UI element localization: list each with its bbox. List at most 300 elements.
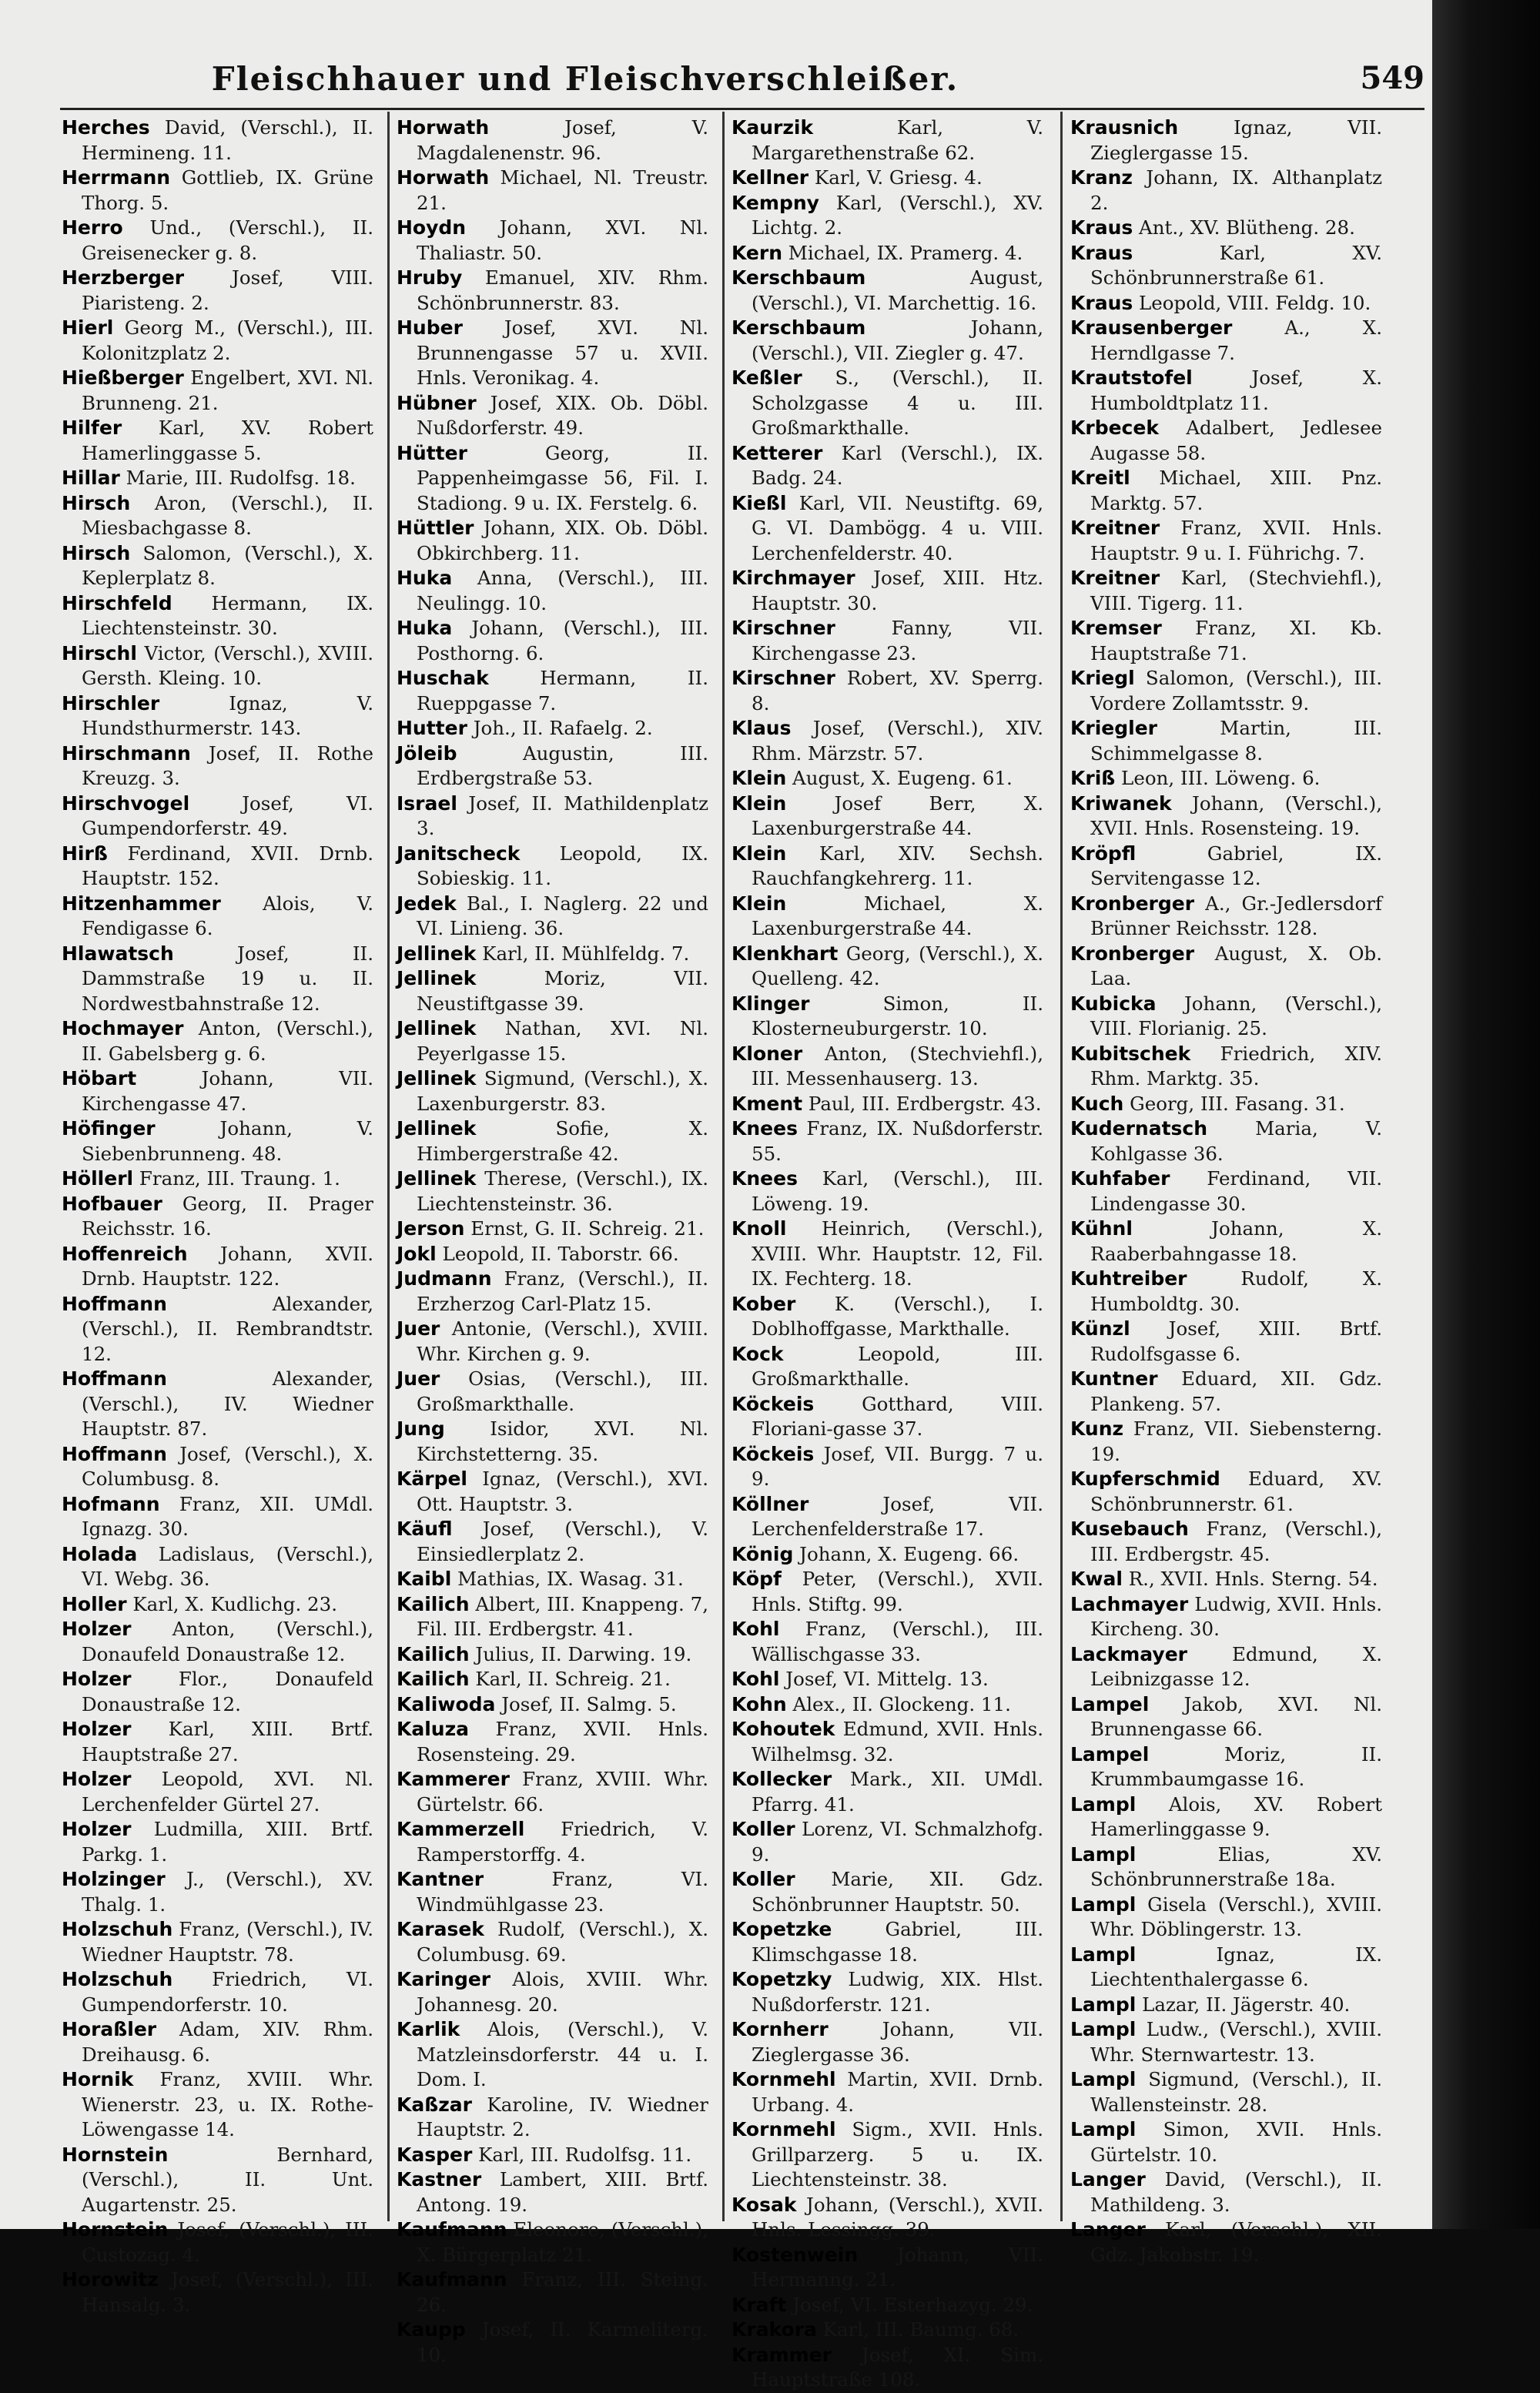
directory-entry [1070,1692,1382,1742]
entry-name: Koller [732,1868,795,1890]
entry-details: Michael, IX. Pramerg. 4. [782,241,1023,264]
entry-details: Isidor, XVI. Nl. Kirchstetterng. 35. [417,1417,708,1465]
entry-name: Kupferschmid [1070,1468,1220,1490]
directory-entry [1070,1642,1382,1692]
entry-name: Juer [397,1317,440,1340]
entry-details: Johann, X. Eugeng. 66. [793,1542,1019,1565]
entry-name: Kohl [732,1668,780,1690]
directory-entry [732,1492,1043,1542]
directory-entry [1070,616,1382,666]
directory-entry [732,1217,1043,1292]
directory-entry [62,1442,373,1492]
book-edge [1432,0,1540,2229]
directory-entry [397,1967,708,2017]
entry-name: Knees [732,1117,798,1140]
entry-details: Michael, XIII. Pnz. Marktg. 57. [1090,467,1382,514]
entry-name: Lackmayer [1070,1642,1187,1665]
directory-entry [1070,892,1382,942]
entry-details: Gotthard, VIII. Floriani-gasse 37. [752,1392,1043,1440]
entry-name: Kasper [397,2143,473,2166]
entry-details: Therese, (Verschl.), IX. Liechtensteinstr. 36. [417,1167,708,1215]
directory-entry [1070,2167,1382,2217]
directory-entry [397,1592,708,1642]
directory-entry [732,892,1043,942]
entry-name: Koller [732,1818,795,1840]
entry-name: Jellinek [397,1167,477,1190]
entry-name: Kopetzke [732,1918,832,1940]
entry-name: Hornik [62,2068,134,2090]
entry-name: Kohoutek [732,1718,835,1740]
entry-name: Holzer [62,1818,132,1840]
entry-details: Julius, II. Darwing. 19. [469,1642,692,1665]
entry-name: Kranz [1070,166,1133,189]
entry-details: Peter, (Verschl.), XVII. Hnls. Stiftg. 99. [752,1568,1043,1615]
directory-entry [62,1917,373,1967]
entry-name: Hirschler [62,691,160,715]
directory-entry [397,1016,708,1066]
entry-name: Holzschuh [62,1968,173,1990]
entry-name: Kailich [397,1642,470,1665]
entry-details: Karl, XIII. Brtf. Hauptstraße 27. [82,1718,373,1765]
entry-name: Kohn [732,1692,787,1715]
entry-details: Robert, XV. Sperrg. 8. [752,667,1043,715]
directory-entry [62,2217,373,2267]
entry-name: Karasek [397,1918,484,1940]
entry-details: Karl, III. Baumg. 68. [816,2318,1019,2341]
directory-entry [1070,1367,1382,1417]
entry-name: Kraus [1070,291,1133,314]
directory-entry [62,541,373,591]
entry-name: Hirsch [62,491,131,514]
entry-name: Kaßzar [397,2093,472,2116]
entry-details: Karl, VII. Neustiftg. 69, G. VI. Dambögg. 4 u. VIII. Lerchenfelderstr. 40. [752,491,1043,564]
entry-details: Salomon, (Verschl.), III. Vordere Zollamtsstr. 9. [1090,667,1382,715]
entry-details: Josef, VI. Mittelg. 13. [779,1668,989,1690]
directory-entry [1070,1592,1382,1642]
directory-entry [62,2143,373,2218]
entry-details: Franz, III. Traung. 1. [133,1167,340,1190]
running-head: Fleischhauer und Fleischverschleißer. [211,60,959,98]
entry-name: Karlik [397,2018,460,2040]
directory-entry [732,2017,1043,2067]
entry-name: Kaufmann [397,2218,507,2241]
entry-name: Klein [732,842,787,865]
entry-details: Franz, III. Steing. 26. [417,2268,708,2316]
directory-entry [732,491,1043,567]
entry-details: Josef, VII. Burgg. 7 u. 9. [752,1442,1043,1490]
entry-details: Sofie, X. Himbergerstraße 42. [417,1117,708,1165]
entry-name: Krautstofel [1070,366,1193,389]
entry-details: Ladislaus, (Verschl.), VI. Webg. 36. [82,1542,373,1590]
entry-details: Gisela (Verschl.), XVIII. Whr. Döblingerstr. 13. [1090,1893,1382,1940]
entry-name: Krakora [732,2318,817,2341]
directory-entry [732,1342,1043,1392]
column-2 [397,115,708,2366]
directory-entry [732,566,1043,616]
directory-entry [1070,566,1382,616]
directory-entry [732,792,1043,842]
entry-details: Johann, (Verschl.), XVII. Hnls. Lessingg. 39. [752,2193,1043,2241]
entry-details: Johann, IX. Althanplatz 2. [1090,166,1382,214]
entry-name: Kempny [732,191,819,214]
entry-details: Adam, XIV. Rhm. Dreihausg. 6. [82,2018,373,2066]
entry-details: Rudolf, (Verschl.), X. Columbusg. 69. [417,1918,708,1966]
entry-details: Bal., I. Naglerg. 22 und VI. Linieng. 36. [417,892,708,939]
entry-details: Eduard, XV. Schönbrunnerstr. 61. [1090,1468,1382,1515]
entry-details: Alexander, (Verschl.), IV. Wiedner Hauptstr. 87. [82,1367,373,1440]
entry-name: Herrmann [62,166,171,189]
directory-entry [397,2093,708,2143]
entry-details: Fanny, VII. Kirchengasse 23. [752,617,1043,664]
entry-name: Kaibl [397,1568,452,1590]
entry-details: Alexander, (Verschl.), II. Rembrandtstr. 12. [82,1292,373,1365]
entry-details: Georg, II. Pappenheimgasse 56, Fil. I. Stadiong. 9 u. IX. Ferstelg. 6. [417,441,708,514]
directory-entry [397,1817,708,1867]
directory-entry [62,491,373,541]
entry-name: Klein [732,792,787,815]
entry-name: Kühnl [1070,1217,1133,1240]
entry-details: Franz, XVII. Hnls. Hauptstr. 9 u. I. Führichg. 7. [1090,517,1382,564]
directory-entry [732,1567,1043,1617]
directory-entry [732,1092,1043,1117]
entry-details: Augustin, III. Erdbergstraße 53. [417,741,708,789]
entry-name: Holada [62,1542,138,1565]
entry-name: Höbart [62,1067,137,1089]
entry-details: Leopold, XVI. Nl. Lerchenfelder Gürtel 27. [82,1768,373,1816]
entry-name: Jellinek [397,1067,477,1089]
entry-name: Jokl [397,1242,437,1265]
entry-details: Martin, XVII. Drnb. Urbang. 4. [752,2068,1043,2116]
directory-entry [1070,216,1382,241]
entry-details: Sigm., XVII. Hnls. Grillparzerg. 5 u. IX. Liechtensteinstr. 38. [752,2118,1043,2191]
entry-name: Kaliwoda [397,1692,496,1715]
entry-name: Hlawatsch [62,942,174,965]
entry-name: Lampl [1070,1993,1137,2016]
directory-entry [732,1667,1043,1692]
directory-entry [732,1442,1043,1492]
entry-name: Köckeis [732,1392,815,1415]
directory-entry [732,716,1043,766]
entry-details: Johann, VII. Hermanng. 21. [752,2243,1043,2291]
entry-details: Paul, III. Erdbergstr. 43. [802,1092,1042,1115]
directory-entry [1070,1042,1382,1092]
entry-details: Simon, II. Klosterneuburgerstr. 10. [752,992,1043,1039]
entry-name: Hochmayer [62,1017,184,1039]
directory-entry [397,1242,708,1267]
entry-details: Josef, II. Karmeliterg. 10. [417,2318,708,2366]
entry-details: August, (Verschl.), VI. Marchettig. 16. [752,266,1043,314]
directory-entry [732,2243,1043,2293]
directory-entry [1070,1116,1382,1166]
directory-entry [732,1542,1043,1568]
entry-name: Kock [732,1342,784,1365]
entry-details: K. (Verschl.), I. Doblhoffgasse, Markthalle. [752,1292,1043,1340]
directory-entry [62,115,373,166]
entry-name: Jellinek [397,967,477,989]
directory-entry [62,1967,373,2017]
directory-entry [397,2267,708,2318]
entry-name: Jellinek [397,942,477,965]
entry-details: Ludmilla, XIII. Brtf. Parkg. 1. [82,1818,373,1866]
directory-entry [732,166,1043,191]
directory-entry [397,216,708,266]
entry-name: Kronberger [1070,942,1195,965]
entry-name: Hornstein [62,2218,169,2241]
entry-name: Kunz [1070,1417,1124,1440]
entry-name: Hirschmann [62,741,191,765]
entry-details: Ignaz, V. Hundsthurmerstr. 143. [82,691,373,739]
entry-details: Franz, XVII. Hnls. Rosensteing. 29. [417,1718,708,1765]
entry-details: Franz, (Verschl.), III. Erdbergstr. 45. [1090,1518,1382,1565]
directory-entry [397,842,708,892]
entry-name: Kaurzik [732,116,814,139]
directory-entry [62,1767,373,1817]
entry-name: König [732,1542,794,1565]
entry-name: Künzl [1070,1317,1130,1340]
directory-entry [397,1367,708,1417]
entry-name: Hierl [62,316,114,339]
entry-details: Anton, (Verschl.), II. Gabelsberg g. 6. [82,1017,373,1065]
entry-details: Karl, (Verschl.), III. Löweng. 19. [752,1167,1043,1215]
entry-details: Elias, XV. Schönbrunnerstraße 18a. [1090,1842,1382,1890]
directory-entry [732,1116,1043,1166]
entry-name: Hirschfeld [62,591,172,614]
directory-entry [732,1717,1043,1767]
entry-name: Lampl [1070,1943,1137,1966]
directory-entry [1070,766,1382,792]
entry-name: Hillar [62,467,120,489]
entry-details: Marie, XII. Gdz. Schönbrunner Hauptstr. 50. [752,1868,1043,1916]
entry-name: Lampl [1070,2118,1137,2140]
entry-details: Friedrich, VI. Gumpendorferstr. 10. [82,1968,373,2016]
entry-details: Karl, II. Mühlfeldg. 7. [476,942,690,965]
entry-details: Mathias, IX. Wasag. 31. [451,1568,684,1590]
directory-entry [397,516,708,566]
entry-name: Klein [732,892,787,915]
entry-name: Kusebauch [1070,1518,1189,1540]
directory-entry [397,441,708,517]
entry-name: Hilfer [62,417,122,439]
directory-entry [1070,1417,1382,1467]
directory-entry [62,1717,373,1767]
directory-entry [62,1242,373,1292]
directory-entry [732,1867,1043,1917]
entry-details: Ignaz, IX. Liechtenthalergasse 6. [1090,1943,1382,1990]
entry-name: Kastner [397,2168,482,2191]
entry-name: Käufl [397,1518,453,1540]
entry-details: Josef, XVI. Nl. Brunnengasse 57 u. XVII. Hnls. Veronikag. 4. [417,316,708,389]
entry-name: Kwal [1070,1568,1123,1590]
entry-name: Krausenberger [1070,316,1233,339]
entry-details: Bernhard, (Verschl.), II. Unt. Augartenstr. 25. [82,2143,373,2216]
directory-entry [397,1567,708,1592]
entry-details: Edmund, XVII. Hnls. Wilhelmsg. 32. [752,1718,1043,1765]
entry-name: Klenkhart [732,942,839,965]
entry-name: Karinger [397,1968,491,1990]
entry-details: Hermann, II. Rueppgasse 7. [417,667,708,715]
entry-details: Michael, Nl. Treustr. 21. [417,166,708,214]
directory-entry [397,892,708,942]
entry-name: Kammerer [397,1768,510,1790]
entry-name: Kostenwein [732,2243,859,2266]
directory-entry [62,1367,373,1442]
directory-entry [397,616,708,666]
directory-entry [1070,2117,1382,2167]
entry-name: Kosak [732,2193,797,2216]
entry-details: Leopold, III. Großmarkthalle. [752,1342,1043,1390]
entry-name: Horowitz [62,2268,159,2291]
directory-entry [62,1016,373,1066]
entry-details: Victor, (Verschl.), XVIII. Gersth. Kleing. 10. [82,641,373,689]
entry-name: Kremser [1070,617,1162,639]
entry-details: David, (Verschl.), II. Hermineng. 11. [82,116,373,164]
directory-entry [62,1667,373,1717]
entry-details: Johann, XIX. Ob. Döbl. Obkirchberg. 11. [417,517,708,564]
entry-details: Martin, III. Schimmelgasse 8. [1090,717,1382,765]
entry-name: Hoydn [397,216,467,239]
entry-name: Kießl [732,491,787,514]
entry-name: Israel [397,792,457,815]
directory-entry [397,2143,708,2168]
entry-details: Leopold, IX. Sobieskig. 11. [417,842,708,889]
entry-name: Kraus [1070,241,1133,264]
directory-entry [62,1817,373,1867]
entry-details: Emanuel, XIV. Rhm. Schönbrunnerstr. 83. [417,266,708,314]
entry-name: Kriegler [1070,717,1157,739]
directory-entry [732,241,1043,266]
directory-entry [62,1166,373,1192]
entry-name: Hoffmann [62,1292,167,1315]
directory-entry [1070,992,1382,1042]
entry-name: Kloner [732,1042,803,1065]
entry-name: Hießberger [62,366,184,389]
entry-details: Karl, X. Kudlichg. 23. [126,1592,337,1615]
entry-name: Holzschuh [62,1918,173,1940]
directory-entry [62,1116,373,1166]
directory-entry [62,366,373,416]
entry-details: Johann, VII. Zieglergasse 36. [752,2018,1043,2066]
entry-details: S., (Verschl.), II. Scholzgasse 4 u. III. Großmarkthalle. [752,366,1043,439]
entry-details: Josef, II. Mathildenplatz 3. [417,792,708,839]
entry-details: Leopold, II. Taborstr. 66. [436,1242,679,1265]
entry-name: Kaupp [397,2318,466,2341]
directory-entry [397,1867,708,1917]
entry-name: Höfinger [62,1117,156,1140]
entry-details: Edmund, X. Leibnizgasse 12. [1090,1642,1382,1690]
entry-name: Holzer [62,1718,132,1740]
directory-entry [1070,1166,1382,1217]
entry-details: Ludw., (Verschl.), XVIII. Whr. Sternwartestr. 13. [1090,2018,1382,2066]
entry-name: Kriegl [1070,667,1135,689]
entry-name: Kailich [397,1592,470,1615]
entry-details: Josef, (Verschl.), III. Custozag. 4. [82,2218,373,2266]
directory-entry [1070,291,1382,316]
entry-details: Karl, XV. Schönbrunnerstraße 61. [1090,241,1382,289]
entry-name: Kaufmann [397,2268,507,2291]
entry-name: Kubicka [1070,992,1157,1015]
entry-name: Langer [1070,2168,1146,2191]
directory-entry [62,1617,373,1667]
directory-entry [732,1692,1043,1718]
entry-name: Krbecek [1070,417,1159,439]
entry-details: Karl, V. Griesg. 4. [808,166,983,189]
entry-details: Gabriel, III. Klimschgasse 18. [752,1918,1043,1966]
entry-name: Holzer [62,1668,132,1690]
entry-details: Josef, XI. Sim. Hauptstraße 108. [752,2343,1043,2391]
entry-details: Albert, III. Knappeng. 7, Fil. III. Erdbergstr. 41. [417,1592,708,1640]
entry-name: Klinger [732,992,810,1015]
entry-details: Aron, (Verschl.), II. Miesbachgasse 8. [82,491,373,539]
directory-entry [397,1917,708,1967]
entry-name: Jung [397,1417,445,1440]
entry-details: Ludwig, XIX. Hlst. Nußdorferstr. 121. [752,1968,1043,2016]
entry-name: Kriß [1070,767,1116,789]
entry-details: Friedrich, V. Ramperstorffg. 4. [417,1818,708,1866]
directory-entry [397,1317,708,1367]
directory-entry [397,966,708,1016]
directory-entry [397,1166,708,1217]
entry-name: Juer [397,1367,440,1390]
entry-name: Holzer [62,1618,132,1640]
entry-name: Hoffmann [62,1367,167,1390]
entry-details: Karl, II. Schreig. 21. [469,1668,671,1690]
entry-details: Ludwig, XVII. Hnls. Kircheng. 30. [1090,1592,1382,1640]
entry-details: Alois, XVIII. Whr. Johannesg. 20. [417,1968,708,2016]
entry-details: Maria, V. Kohlgasse 36. [1090,1117,1382,1165]
entry-details: August, X. Ob. Laa. [1090,942,1382,989]
entry-name: Kaluza [397,1718,470,1740]
directory-entry [62,1292,373,1367]
directory-entry [1070,366,1382,416]
directory-entry [732,842,1043,892]
entry-details: Franz, IX. Nußdorferstr. 55. [752,1117,1043,1165]
entry-name: Kellner [732,166,809,189]
directory-entry [732,1617,1043,1667]
entry-details: Karl, (Stechviehfl.), VIII. Tigerg. 11. [1090,567,1382,614]
directory-entry [62,266,373,316]
entry-name: Janitscheck [397,842,521,865]
entry-name: Kern [732,241,783,264]
entry-details: Joh., II. Rafaelg. 2. [467,717,653,739]
directory-entry [62,2267,373,2318]
entry-details: Karl (Verschl.), IX. Badg. 24. [752,441,1043,489]
entry-details: Sigmund, (Verschl.), X. Laxenburgerstr. 83. [417,1067,708,1115]
entry-details: Gabriel, IX. Servitengasse 12. [1090,842,1382,889]
entry-details: Lorenz, VI. Schmalzhofg. 9. [752,1818,1043,1866]
entry-details: Josef, II. Dammstraße 19 u. II. Nordwestbahnstraße 12. [82,942,373,1015]
entry-name: Höllerl [62,1167,134,1190]
entry-details: Sigmund, (Verschl.), II. Wallensteinstr. 28. [1090,2068,1382,2116]
entry-details: Karl, XV. Robert Hamerlinggasse 5. [82,417,373,464]
directory-entry [732,2343,1043,2393]
directory-entry [1070,942,1382,992]
entry-name: Krausnich [1070,116,1179,139]
entry-details: Karl, XIV. Sechsh. Rauchfangkehrerg. 11. [752,842,1043,889]
entry-details: Johann, XVII. Drnb. Hauptstr. 122. [82,1242,373,1290]
entry-details: Josef, V. Magdalenenstr. 96. [417,116,708,164]
entry-details: Franz, (Verschl.), IV. Wiedner Hauptstr. 78. [82,1918,373,1966]
column-divider [722,112,725,2221]
directory-entry [397,166,708,216]
directory-entry [732,1166,1043,1217]
column-divider [1060,112,1063,2221]
entry-details: Alois, XV. Robert Hamerlinggasse 9. [1090,1792,1382,1840]
directory-entry [1070,1267,1382,1317]
directory-entry [62,691,373,741]
entry-details: Ant., XV. Blütheng. 28. [1133,216,1355,239]
entry-name: Kober [732,1292,796,1315]
entry-details: Osias, (Verschl.), III. Großmarkthalle. [417,1367,708,1415]
